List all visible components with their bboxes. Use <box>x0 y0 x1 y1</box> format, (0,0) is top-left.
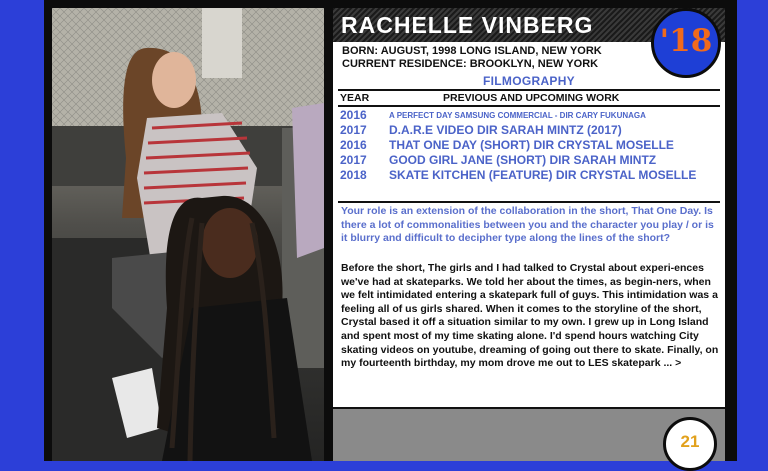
player-name: RACHELLE VINBERG <box>341 12 594 38</box>
filmography-year: 2018 <box>340 168 367 182</box>
interview-question: Your role is an extension of the collaboration in the short, That One Day. Is there a lot of commonalities between you and the character you play / or is it blurry and difficult to decipher type along the lines of the short? <box>341 205 714 244</box>
work-column-header: PREVIOUS AND UPCOMING WORK <box>443 92 620 104</box>
photo-illustration <box>52 8 324 461</box>
section-divider <box>338 201 720 203</box>
filmography-row <box>340 123 720 138</box>
filmography-list <box>340 108 720 183</box>
filmography-row <box>340 138 720 153</box>
filmography-work: GOOD GIRL JANE (SHORT) DIR SARAH MINTZ <box>389 153 657 167</box>
info-panel <box>333 8 725 461</box>
bio-block <box>342 45 642 71</box>
portrait-photo <box>52 8 324 461</box>
filmography-work: A PERFECT DAY SAMSUNG COMMERCIAL - DIR CARY FUKUNAGA <box>389 111 646 120</box>
filmography-work: SKATE KITCHEN (FEATURE) DIR CRYSTAL MOSELLE <box>389 168 697 182</box>
year-badge <box>651 8 721 78</box>
filmography-year: 2016 <box>340 108 367 122</box>
residence-info: CURRENT RESIDENCE: BROOKLYN, NEW YORK <box>342 58 599 70</box>
year-badge-text: '18 <box>659 23 713 59</box>
page-number: 21 <box>680 432 700 451</box>
filmography-heading: FILMOGRAPHY <box>483 74 575 88</box>
filmography-table-header <box>338 89 720 107</box>
year-column-header: YEAR <box>340 92 370 104</box>
filmography-year: 2016 <box>340 138 367 152</box>
filmography-year: 2017 <box>340 153 367 167</box>
filmography-work: THAT ONE DAY (SHORT) DIR CRYSTAL MOSELLE <box>389 138 674 152</box>
interview-answer: Before the short, The girls and I had talked to Crystal about experi-ences we've had at skateparks. We told her about the times, as begin-ners, when we felt intimidated entering a skatepark full of guys. This intimidation was a feeling all of us girls shared. When it comes to the storyline of the short, Crystal based it off a situation similar to my own. I grew up in Long Island and spent most of my time skating alone. I'd spend hours watching City skating videos on youtube, dreaming of going out there to skate. Finally, on my fourteenth birthday, my mom drove me out to LES skatepark ... > <box>341 262 719 370</box>
filmography-year: 2017 <box>340 123 367 137</box>
filmography-work: D.A.R.E VIDEO DIR SARAH MINTZ (2017) <box>389 123 622 137</box>
filmography-row <box>340 108 720 123</box>
filmography-row <box>340 168 720 183</box>
filmography-row <box>340 153 720 168</box>
page-number-badge <box>663 417 717 471</box>
birth-info: BORN: AUGUST, 1998 LONG ISLAND, NEW YORK <box>342 45 602 57</box>
